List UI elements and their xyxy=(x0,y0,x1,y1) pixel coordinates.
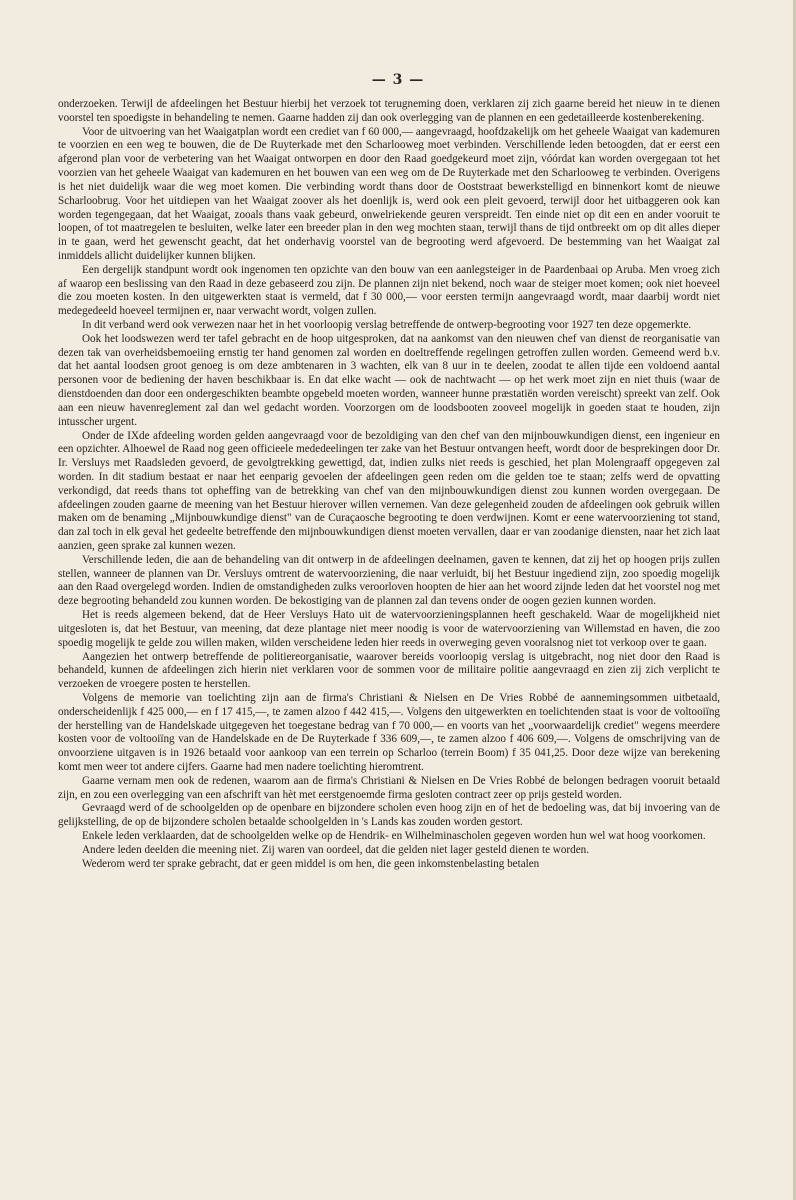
paragraph-1: onderzoeken. Terwijl de afdeelingen het Bestuur hierbij het verzoek tot terugneming doen, verklaren zij zich gaarne bereid het nieuw in te dienen voorstel ten spoedigste in behandeling te nemen. Gaarne hadden zij dan ook overlegging van de plannen en een gedetailleerde kostenberekening. xyxy=(58,98,720,124)
paragraph-12: Gevraagd werd of de schoolgelden op de openbare en bijzondere scholen even hoog zijn en of het de bedoeling was, dat bij invoering van de gelijkstelling, de op de bijzondere scholen betaalde schoolgelden in 's Lands kas zouden worden gestort. xyxy=(58,802,720,829)
body-text xyxy=(58,98,720,872)
paragraph-2: Voor de uitvoering van het Waaigatplan wordt een crediet van f 60 000,— aangevraagd, hoofdzakelijk om het geheele Waaigat van kademuren te voorzien en een weg te bouwen, die de De Ruyterkade met den Scharlooweg moet verbinden. Verschillende leden betoogden, dat er eerst een afgerond plan voor de verbetering van het Waaigat ontworpen en door den Raad goedgekeurd moet zijn, vóórdat kan worden overgegaan tot het voorzien van het geheele Waaigat van kademuren en het bouwen van een weg om de De Ruyterkade met den Scharlooweg te verbinden. Overigens is het niet duidelijk waar die weg moet komen. Die verbinding wordt thans door de Ooststraat bewerkstelligd en binnenkort komt de nieuwe Scharloobrug. Voor het uitdiepen van het Waaigat zoover als het doenlijk is, werd ook een pleit gevoerd, terwijl door het uitbaggeren ook kan worden tegengegaan, dat het Waaigat, zooals thans vaak gebeurd, onwelriekende geuren verspreidt. Ten einde niet op dit een en ander vooruit te loopen, of tot maatregelen te besluiten, welke later een breeder plan in den weg mochten staan, terwijl thans de tijd ontbreekt om op dit alles dieper in te gaan, werd het gewenscht geacht, dat het onderhavig voorstel van de begrooting werd afgevoerd. De bestemming van het Waaigat zal inmiddels allicht duidelijker kunnen blijken. xyxy=(58,125,720,262)
paragraph-5: Ook het loodswezen werd ter tafel gebracht en de hoop uitgesproken, dat na aankomst van den nieuwen chef van dienst de reorganisatie van dezen tak van overheidsbemoeiing ernstig ter hand genomen zal worden en doeltreffende regelingen getroffen zullen worden. Gemeend werd b.v. dat het aantal loodsen groot genoeg is om deze ambtenaren in 3 wachten, elk van 8 uur in te deelen, zoodat te allen tijde een voldoend aantal personen voor de bediening der haven beschikbaar is. En dat elke wacht — ook de nachtwacht — op het werk moet zijn en niet thuis (waar de dienstdoenden dan door een ondergeschikten beambte opgebeld moeten worden, wanneer hunne præstatiën worden vereischt) spreekt van zelf. Ook aan een nieuw havenreglement zal dan wel gedacht worden. Voorzorgen om de loodsbooten zooveel mogelijk in goeden staat te houden, zijn intusscher urgent. xyxy=(58,332,720,428)
paragraph-8: Het is reeds algemeen bekend, dat de Heer Versluys Hato uit de watervoorzieningsplannen heeft geschakeld. Waar de mogelijkheid niet uitgesloten is, dat het Bestuur, van meening, dat deze plantage niet meer noodig is voor de watervoorziening van Willemstad en haven, die zoo spoedig mogelijk te gelde zou willen maken, wilden verscheidene leden hier reeds in overweging geven vooralsnog niet tot verkoop over te gaan. xyxy=(58,609,720,649)
paragraph-4: In dit verband werd ook verwezen naar het in het voorloopig verslag betreffende de ontwerp-begrooting voor 1927 ten deze opgemerkte. xyxy=(82,319,692,331)
paragraph-6: Onder de IXde afdeeling worden gelden aangevraagd voor de bezoldiging van den chef van den mijnbouwkundigen dienst, een ingenieur en een opzichter. Alhoewel de Raad nog geen officieele mededeelingen ter zake van het Bestuur ontvangen heeft, wordt door de besprekingen door Dr. Ir. Versluys met Raadsleden gevoerd, de gevolgtrekking gewettigd, dat, indien zulks niet reeds is geschied, het plan Molengraaff opgegeven zal worden. In dit stadium bestaat er naar het eenparig gevoelen der afdeelingen geen reden om die gelden toe te staan; zelfs werd de opvatting verkondigd, dat reeds thans tot opheffing van de betrekking van chef van den mijnbouwkundigen dienst zou kunnen worden overgegaan. De afdeelingen zouden gaarne de meening van het Bestuur hierover willen vernemen. Van deze gelegenheid zouden de afdeelingen ook gebruik willen maken om de benaming „Mijnbouwkundige dienst" van de Curaçaosche begrooting te doen verdwijnen. Komt er eene watervoorziening tot stand, dan zal toch in elk geval het gedeelte betreffende den mijnbouwkundigen dienst moeten vervallen, daar er van zoodanige diensten, naar het zich laat aanzien, geen sprake zal kunnen wezen. xyxy=(58,429,720,552)
paragraph-9: Aangezien het ontwerp betreffende de politiereorganisatie, waarover bereids voorloopig verslag is uitgebracht, nog niet door den Raad is behandeld, kunnen de afdeelingen zich hierin niet verklaren voor de sommen voor de militaire politie aangevraagd en zien zij zich verplicht te verzoeken de vroegere posten te herstellen. xyxy=(58,650,720,691)
paragraph-7: Verschillende leden, die aan de behandeling van dit ontwerp in de afdeelingen deelnamen, gaven te kennen, dat zij het op hoogen prijs zullen stellen, wanneer de plannen van Dr. Versluys omtrent de watervoorziening, die naar verluidt, bij het Bestuur ingediend zijn, zoo spoedig mogelijk aan den Raad overgelegd worden. Indien de omstandigheden zulks veroorloven hoopten de hier aan het woord zijnde leden dat het voorstel nog met deze begrooting behandeld zou kunnen worden. De bekostiging van de plannen zal dan tevens onder de oogen gezien kunnen worden. xyxy=(58,553,720,608)
paragraph-14: Andere leden deelden die meening niet. Zij waren van oordeel, dat die gelden niet lager gesteld dienen te worden. xyxy=(82,843,590,856)
paragraph-15: Wederom werd ter sprake gebracht, dat er geen middel is om hen, die geen inkomstenbelasting betalen xyxy=(82,857,540,870)
paragraph-11: Gaarne vernam men ook de redenen, waarom aan de firma's Christiani & Nielsen en De Vries Robbé de belongen bedragen vooruit betaald zijn, en zou een overlegging van een afschrift van hèt met eerstgenoemde firma gesloten contract zeer op prijs gesteld worden. xyxy=(58,774,720,801)
page-number: — 3 — xyxy=(371,72,425,88)
paragraph-3: Een dergelijk standpunt wordt ook ingenomen ten opzichte van den bouw van een aanlegsteiger in de Paardenbaai op Aruba. Men vroeg zich af waarop een beslissing van den Raad in deze gebaseerd zou zijn. De plannen zijn niet bekend, noch waar de steiger moet komen; ook niet hoeveel die zou moeten kosten. In den uitgewerkten staat is vermeld, dat f 30 000,— voor eersten termijn aangevraagd wordt, maar daarbij wordt niet medegedeeld hoeveel termijnen er, naar verwacht wordt, volgen zullen. xyxy=(58,263,720,318)
paragraph-13: Enkele leden verklaarden, dat de schoolgelden welke op de Hendrik- en Wilhelminascholen gegeven worden hun wel wat hoog voorkomen. xyxy=(82,830,706,843)
paragraph-10: Volgens de memorie van toelichting zijn aan de firma's Christiani & Nielsen en De Vries Robbé de aannemingsommen uitbetaald, onderscheidenlijk f 425 000,— en f 17 415,—, te zamen alzoo f 442 415,—. Volgens den uitgewerkten en toelichtenden staat is voor de voltooiïng der herstelling van de Handelskade uitgegeven het toegestane bedrag van f 70 000,— en voorts van het „voorwaardelijk crediet" wegens meerdere kosten voor de voltooiïng van de Handelskade en de De Ruyterkade f 336 609,—, te zamen alzoo f 406 609,—. Volgens de omschrijving van de onvoorziene uitgaven is in 1926 betaald voor aankoop van een terrein op Scharloo (terrein Boom) f 35 041,25. Door deze wijze van berekening komt men weer tot andere cijfers. Gaarne had men nadere toelichting hieromtrent. xyxy=(58,691,720,773)
